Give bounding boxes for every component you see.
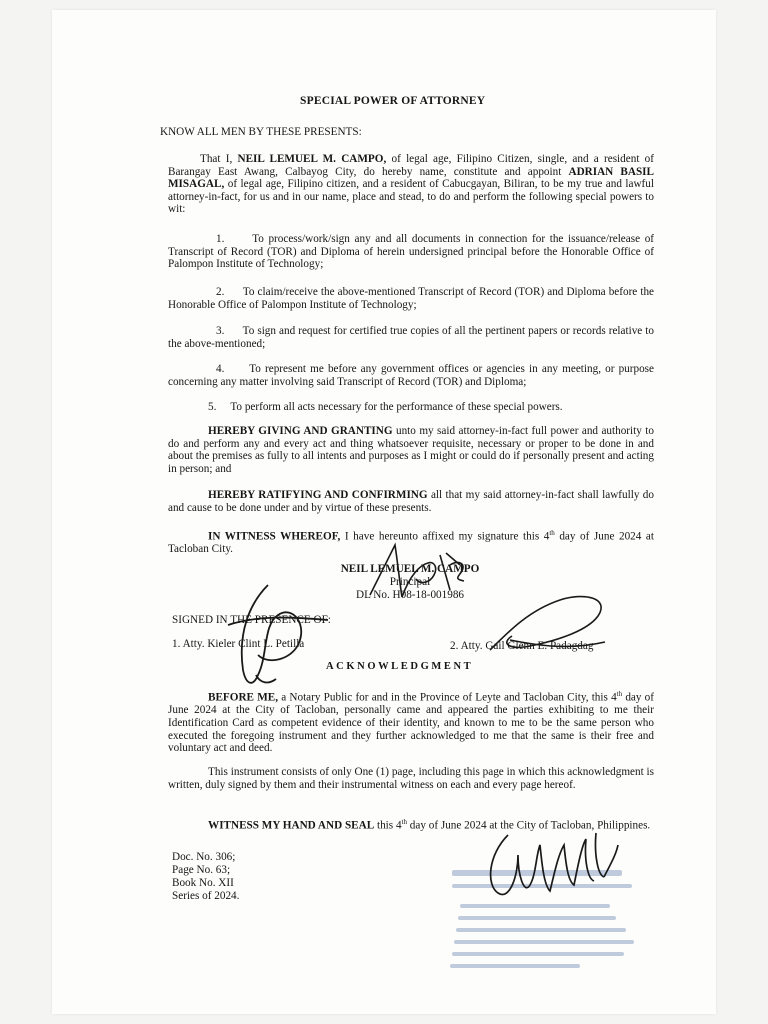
document-title: SPECIAL POWER OF ATTORNEY [300,95,486,107]
witness-sup: th [549,529,555,537]
series-year: Series of 2024. [172,890,240,902]
acknowledgment-paragraph [168,688,654,755]
signatory-name: NEIL LEMUEL M. CAMPO [340,563,480,575]
book-number: Book No. XII [172,877,234,889]
instrument-paragraph: This instrument consists of only One (1) page, including this page in which this acknowledgment is written, duly signed by them and their instrumental witness on each and every page hereof. [168,766,654,791]
page-number: Page No. 63; [172,864,231,876]
ratifying-paragraph [168,489,654,514]
attorney-name: ADRIAN BASIL MISAGAL, [168,165,654,191]
intro-lead: That I, [200,153,238,165]
presence-label: SIGNED IN THE PRESENCE OF: [172,614,331,626]
ack-text-a: a Notary Public for and in the Province of Leyte and Tacloban City, this 4 [278,691,617,704]
power-item-4 [168,363,654,388]
witness-one: 1. Atty. Kieler Clint L. Petilla [172,638,305,650]
seal-sup: th [401,818,407,826]
power-text: To sign and request for certified true copies of all the pertinent papers or records relative to the above-mentioned; [168,325,655,350]
witness-post: day of June 2024 at Tacloban City. [168,530,654,556]
doc-number: Doc. No. 306; [172,851,236,863]
signatory-license: DL No. H08-18-001986 [355,589,465,601]
power-item-2 [168,286,654,311]
signatory-role: Principal [389,576,431,588]
power-text: To represent me before any government offices or agencies in any meeting, or purpose concerning any matter involving said Transcript of Record (TOR) and Diploma; [168,363,655,388]
witness-two: 2. Atty. Gail Glenn E. Padagdag [450,640,594,652]
ack-sup: th [616,690,623,698]
seal-post: day of June 2024 at the City of Tacloban, Philippines. [407,819,651,832]
principal-name: NEIL LEMUEL M. CAMPO, [237,153,387,165]
ratifying-text: all that my said attorney-in-fact shall lawfully do and cause to be done under and by virtue of these presents. [168,489,654,514]
power-number: 3. [216,325,225,337]
ack-text-b: day of June 2024 at the City of Tacloban, personally came and appeared the parties exhibiting to me their Identification Card as competent evidence of their identity, and known to me to be the same person who executed the foregoing instrument and they further acknowledged to me that the same is their free and voluntary act and deed. [168,691,654,755]
power-text: To claim/receive the above-mentioned Transcript of Record (TOR) and Diploma before the Honorable Office of Palompon Institute of Technology; [168,286,655,311]
power-number: 4. [216,363,225,375]
intro-mid: of legal age, Filipino Citizen, single, and a resident of Barangay East Awang, Calbayog City, do hereby name, constitute and appoint [168,153,654,178]
intro-end: of legal age, Filipino citizen, and a resident of Cabucgayan, Biliran, to be my true and lawful attorney-in-fact, for us and in our name, place and stead, to do and perform the following special powers to wit: [168,178,654,216]
giving-heading: HEREBY GIVING AND GRANTING [208,425,393,437]
power-item-1 [168,233,654,271]
greeting: KNOW ALL MEN BY THESE PRESENTS: [160,126,362,138]
seal-pre: this 4 [374,819,402,832]
witness-pre: I have hereunto affixed my signature this 4 [340,530,550,543]
power-number: 1. [216,233,225,245]
power-item-5 [168,401,654,414]
giving-text: unto my said attorney-in-fact full power and authority to do and perform any and every act and thing whatsoever requisite, necessary or proper to be done in and about the premises as fully to all intents and purposes as I might or could do if personally present and acting in person; and [168,425,654,475]
witness-paragraph [168,527,654,556]
acknowledgment-heading: ACKNOWLEDGMENT [326,661,474,672]
power-text: To perform all acts necessary for the performance of these special powers. [230,401,563,413]
seal-paragraph [168,816,654,832]
power-text: To process/work/sign any and all documents in connection for the issuance/release of Transcript of Record (TOR) and Diploma of herein undersigned principal before the Honorable Office of Palompon Institute of Technology; [168,233,655,271]
before-me-heading: BEFORE ME, [208,691,279,704]
witness-heading: IN WITNESS WHEREOF, [208,530,341,543]
power-number: 5. [208,401,217,413]
intro-paragraph [168,153,654,216]
power-item-3 [168,325,654,350]
seal-heading: WITNESS MY HAND AND SEAL [208,819,375,832]
giving-paragraph [168,425,654,475]
power-number: 2. [216,286,225,298]
ratifying-heading: HEREBY RATIFYING AND CONFIRMING [208,489,428,501]
